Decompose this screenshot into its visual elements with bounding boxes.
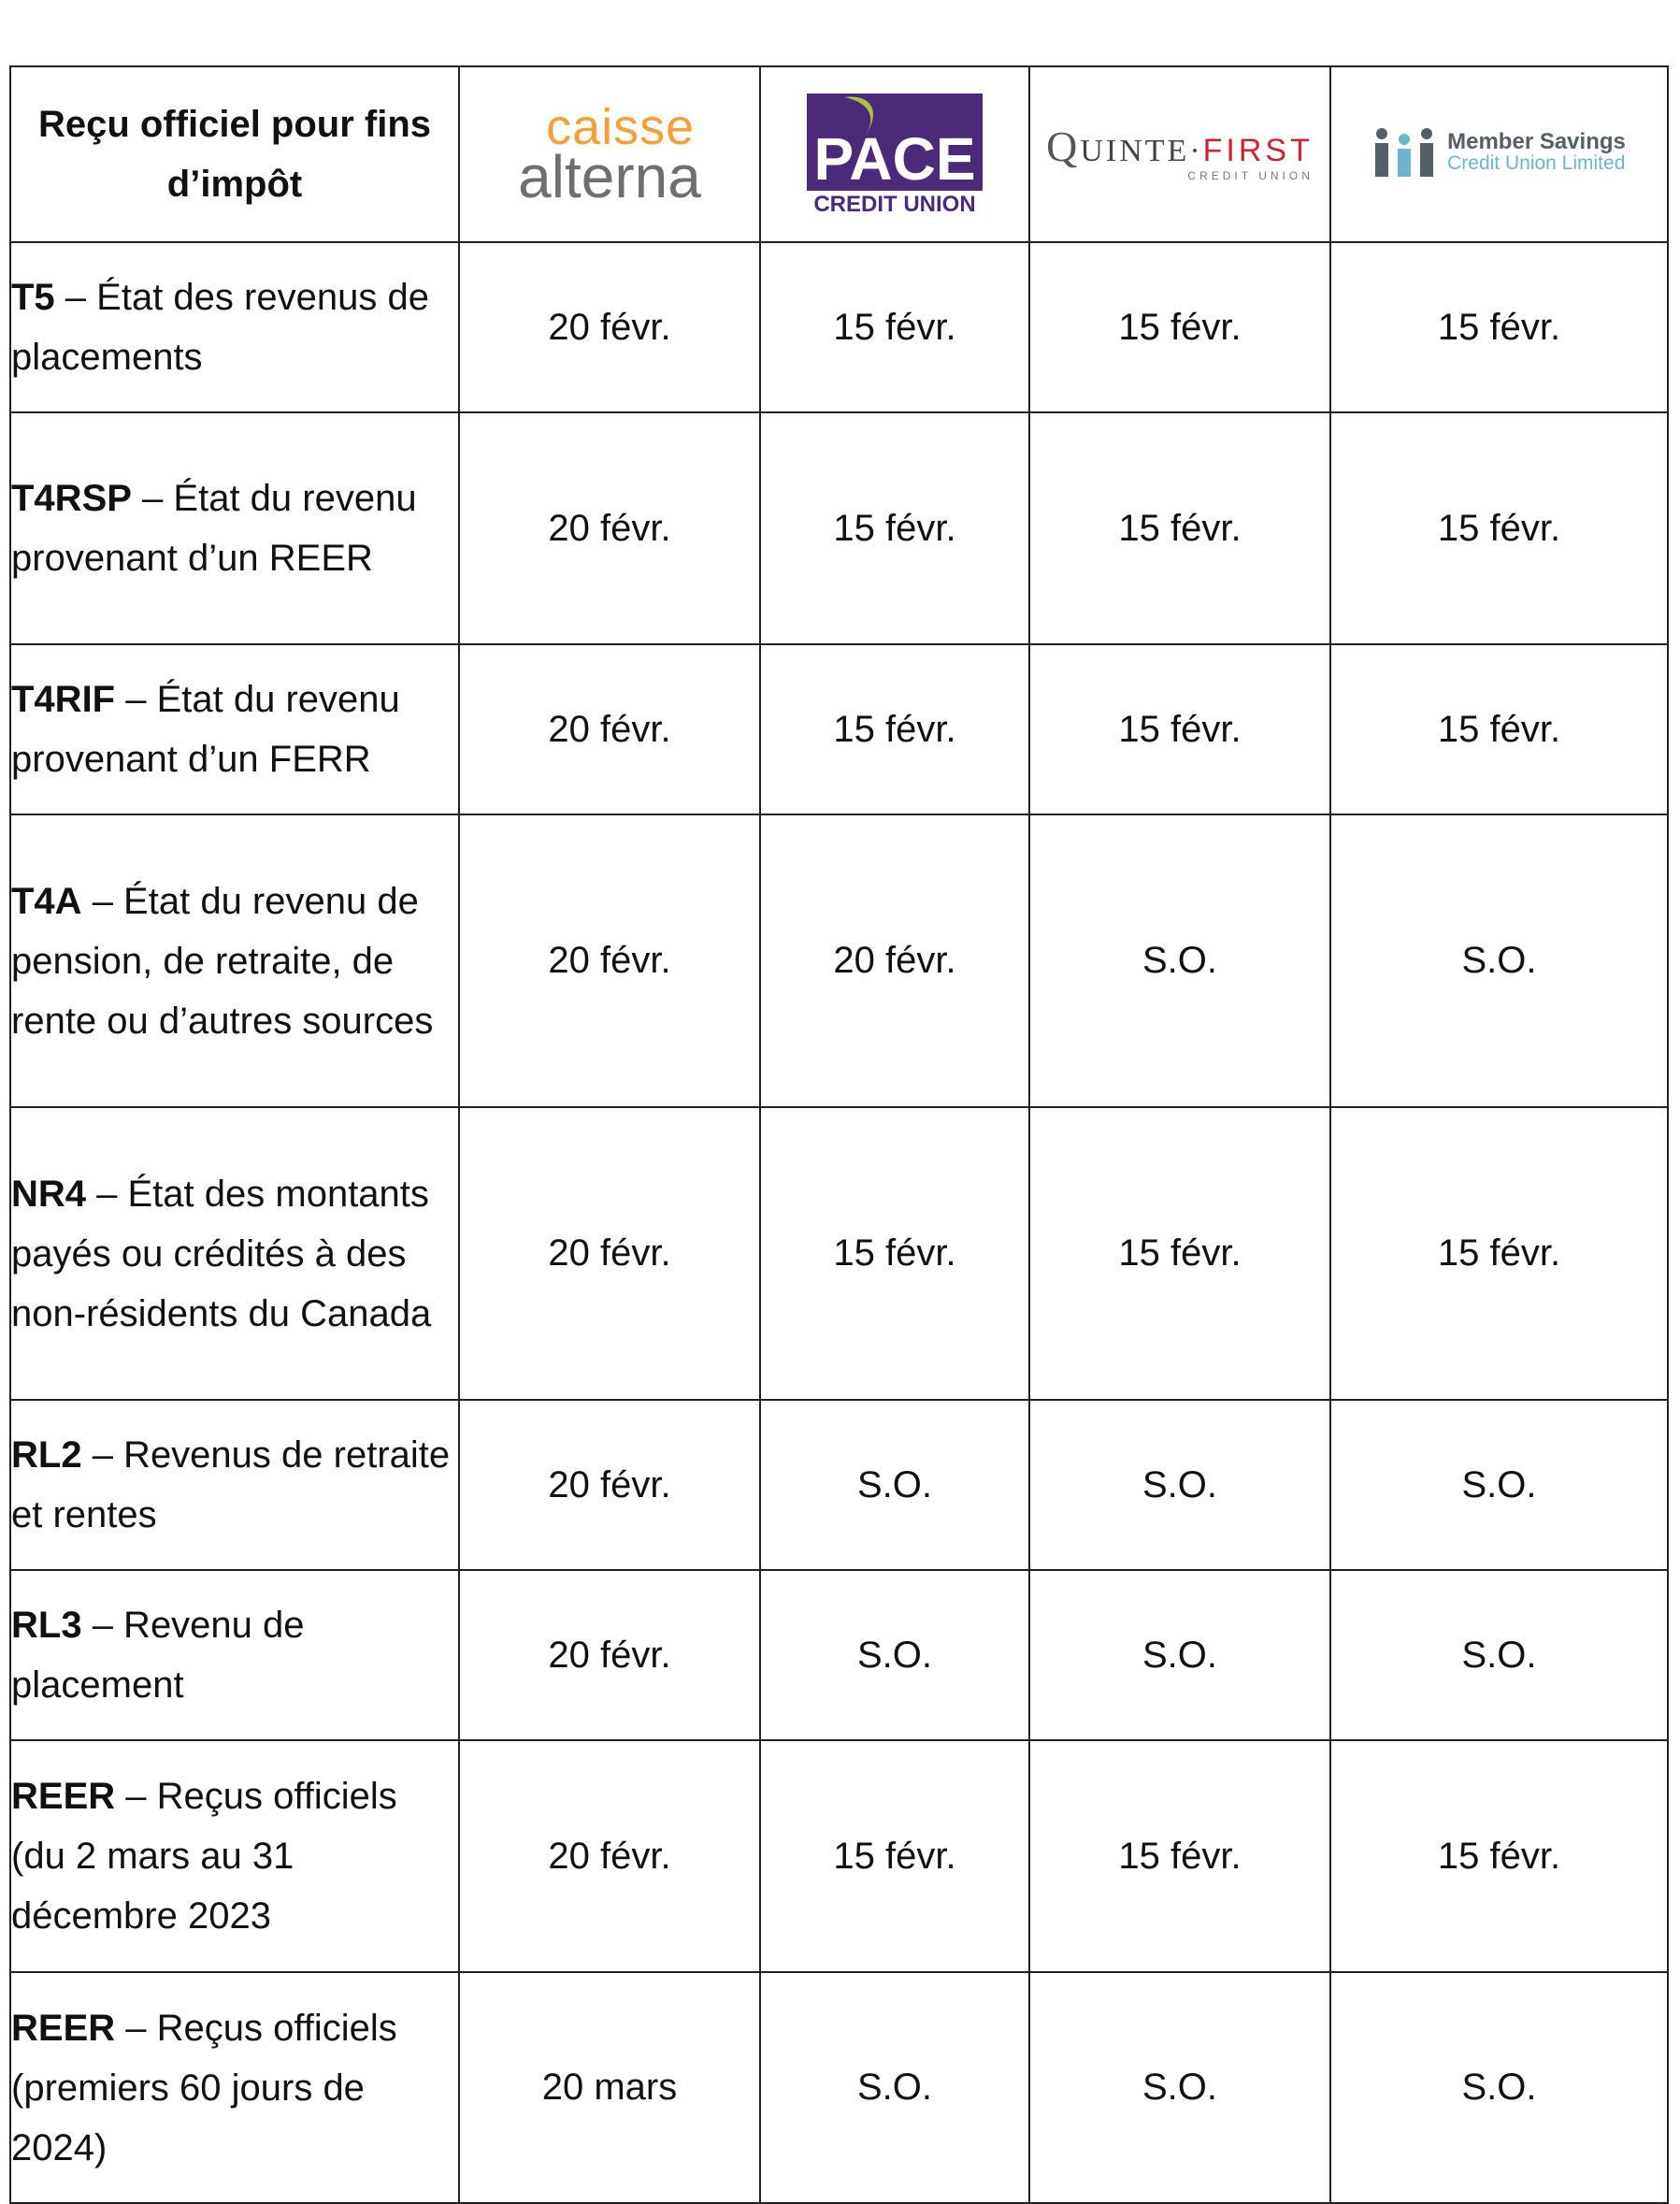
- date-cell: 15 févr.: [1330, 1740, 1668, 1972]
- date-cell: 20 févr.: [459, 242, 760, 412]
- form-code: T4A: [11, 880, 82, 922]
- form-description: – Revenu de placement: [11, 1605, 305, 1706]
- date-cell: 15 févr.: [760, 644, 1029, 814]
- form-code: T4RIF: [11, 679, 116, 720]
- pace-logo-cell: [760, 66, 1029, 242]
- date-cell: 15 févr.: [760, 1740, 1029, 1972]
- form-name-cell: [10, 814, 459, 1107]
- date-cell: 15 févr.: [760, 1107, 1029, 1400]
- table-row: [10, 644, 1668, 814]
- date-cell: 15 févr.: [1029, 644, 1330, 814]
- date-cell: 15 févr.: [1029, 412, 1330, 644]
- form-description: – Revenus de retraite et rentes: [11, 1434, 451, 1535]
- member-logo-line1: Member Savings: [1447, 128, 1626, 154]
- quinte-first-logo: [1046, 122, 1314, 182]
- date-cell: S.O.: [760, 1400, 1029, 1570]
- form-name-cell: [10, 644, 459, 814]
- quinte-logo-first: FIRST: [1202, 132, 1314, 168]
- people-icon: [1372, 126, 1436, 179]
- quinte-logo-cell: [1029, 66, 1330, 242]
- date-cell: S.O.: [1029, 1570, 1330, 1740]
- date-cell: S.O.: [1029, 814, 1330, 1107]
- table-row: [10, 412, 1668, 644]
- form-description: – Reçus officiels (du 2 mars au 31 décembre 2023: [11, 1776, 397, 1937]
- form-code: T5: [11, 277, 55, 318]
- pace-logo-graphic: [807, 94, 983, 215]
- table-row: [10, 814, 1668, 1107]
- date-cell: 15 févr.: [1029, 1740, 1330, 1972]
- date-cell: 15 févr.: [1330, 242, 1668, 412]
- date-cell: 20 févr.: [459, 1740, 760, 1972]
- tax-receipt-table: [9, 65, 1669, 2204]
- form-code: T4RSP: [11, 478, 132, 519]
- date-cell: 20 févr.: [459, 1400, 760, 1570]
- date-cell: 20 mars: [459, 1972, 760, 2203]
- member-logo-line2: Credit Union Limited: [1447, 152, 1626, 175]
- form-description: – État du revenu provenant d’un REER: [11, 478, 417, 579]
- quinte-logo-sub: CREDIT UNION: [1187, 168, 1314, 182]
- form-name-cell: [10, 1570, 459, 1740]
- date-cell: 20 févr.: [459, 1107, 760, 1400]
- date-cell: 15 févr.: [760, 412, 1029, 644]
- date-cell: S.O.: [760, 1570, 1029, 1740]
- alterna-logo-cell: [459, 66, 760, 242]
- table-row: [10, 1400, 1668, 1570]
- date-cell: 15 févr.: [760, 242, 1029, 412]
- date-cell: S.O.: [1029, 1972, 1330, 2203]
- alterna-logo-top: caisse: [546, 99, 696, 155]
- quinte-logo-word: UINTE·: [1080, 133, 1203, 168]
- table-title: Reçu officiel pour fins d’impôt: [10, 66, 459, 242]
- date-cell: 20 févr.: [459, 644, 760, 814]
- quinte-logo-q: Q: [1046, 122, 1081, 170]
- date-cell: 15 févr.: [1029, 242, 1330, 412]
- date-cell: S.O.: [1330, 814, 1668, 1107]
- form-name-cell: [10, 1740, 459, 1972]
- date-cell: 20 févr.: [459, 1570, 760, 1740]
- member-savings-logo: [1372, 126, 1626, 179]
- date-cell: 15 févr.: [1029, 1107, 1330, 1400]
- form-code: RL2: [11, 1434, 82, 1476]
- form-description: – État des revenus de placements: [11, 277, 429, 378]
- date-cell: 15 févr.: [1330, 644, 1668, 814]
- header-row: [10, 66, 1668, 242]
- pace-logo: [761, 94, 1028, 215]
- date-cell: 20 févr.: [459, 814, 760, 1107]
- form-code: NR4: [11, 1173, 87, 1215]
- date-cell: 15 févr.: [1330, 1107, 1668, 1400]
- date-cell: S.O.: [760, 1972, 1029, 2203]
- form-description: – État des montants payés ou crédités à des non-résidents du Canada: [11, 1173, 432, 1334]
- alterna-logo: [518, 99, 701, 210]
- date-cell: S.O.: [1330, 1972, 1668, 2203]
- date-cell: 15 févr.: [1330, 412, 1668, 644]
- form-description: – État du revenu provenant d’un FERR: [11, 679, 400, 780]
- date-cell: 20 févr.: [760, 814, 1029, 1107]
- form-code: RL3: [11, 1605, 82, 1646]
- alterna-logo-bottom: alterna: [518, 143, 701, 210]
- form-code: REER: [11, 2007, 116, 2049]
- form-code: REER: [11, 1776, 116, 1817]
- table-row: [10, 242, 1668, 412]
- form-name-cell: [10, 1400, 459, 1570]
- member-savings-logo-cell: [1330, 66, 1668, 242]
- date-cell: S.O.: [1029, 1400, 1330, 1570]
- pace-logo-word: PACE: [813, 125, 976, 193]
- form-name-cell: [10, 412, 459, 644]
- form-name-cell: [10, 1972, 459, 2203]
- date-cell: S.O.: [1330, 1570, 1668, 1740]
- form-name-cell: [10, 1107, 459, 1400]
- date-cell: 20 févr.: [459, 412, 760, 644]
- form-description: – État du revenu de pension, de retraite, de rente ou d’autres sources: [11, 880, 434, 1042]
- table-row: [10, 1972, 1668, 2203]
- form-name-cell: [10, 242, 459, 412]
- pace-logo-sub: CREDIT UNION: [813, 192, 976, 215]
- date-cell: S.O.: [1330, 1400, 1668, 1570]
- table-row: [10, 1570, 1668, 1740]
- form-description: – Reçus officiels (premiers 60 jours de 2024): [11, 2007, 397, 2168]
- table-row: [10, 1107, 1668, 1400]
- table-row: [10, 1740, 1668, 1972]
